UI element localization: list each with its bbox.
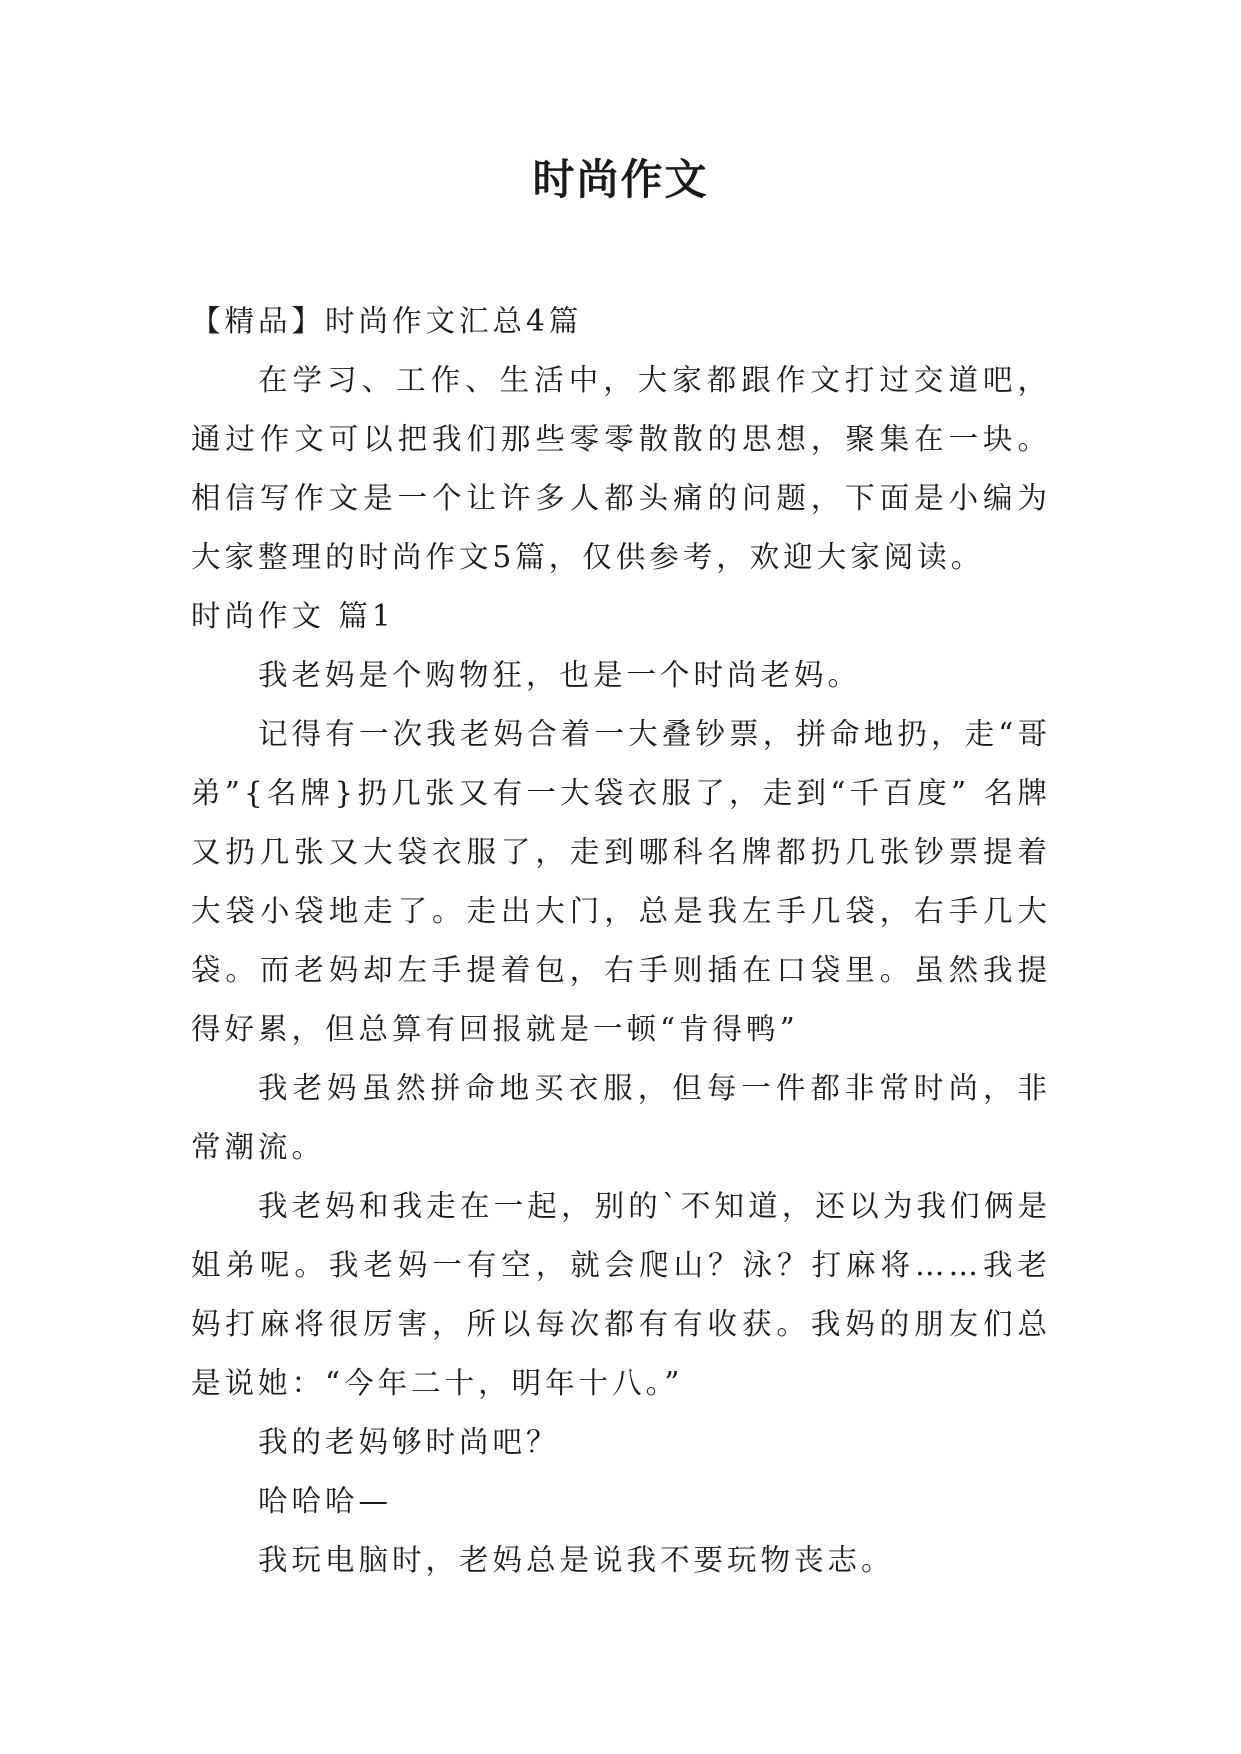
body-paragraph: 记得有一次我老妈合着一大叠钞票，拼命地扔，走“哥弟”{名牌}扔几张又有一大袋衣服了，走到“千百度” 名牌又扔几张又大袋衣服了，走到哪科名牌都扔几张钞票提着大袋小袋地走了。走出大门，总是我左手几袋，右手几大袋。而老妈却左手提着包，右手则插在口袋里。虽然我提得好累，但总算有回报就是一顿“肯得鸭”	[191, 717, 1051, 1046]
document-subtitle: 【精品】时尚作文汇总4篇	[191, 304, 583, 338]
section-heading: 时尚作文 篇1	[191, 599, 395, 633]
body-paragraph: 我老妈和我走在一起，别的`不知道，还以为我们俩是姐弟呢。我老妈一有空，就会爬山？泳？打麻将……我老妈打麻将很厉害，所以每次都有有收获。我妈的朋友们总是说她：“今年二十，明年十八。”	[191, 1189, 1051, 1400]
body-paragraph: 哈哈哈—	[258, 1484, 393, 1518]
document-body	[191, 292, 1051, 1590]
body-paragraph: 我的老妈够时尚吧？	[258, 1425, 560, 1459]
body-paragraph: 我老妈虽然拼命地买衣服，但每一件都非常时尚，非常潮流。	[191, 1071, 1051, 1164]
intro-paragraph: 在学习、工作、生活中，大家都跟作文打过交道吧，通过作文可以把我们那些零零散散的思想，聚集在一块。相信写作文是一个让许多人都头痛的问题，下面是小编为大家整理的时尚作文5篇，仅供参考，欢迎大家阅读。	[191, 363, 1051, 574]
document-title: 时尚作文	[532, 155, 709, 204]
body-paragraph: 我玩电脑时，老妈总是说我不要玩物丧志。	[258, 1543, 895, 1577]
body-paragraph: 我老妈是个购物狂，也是一个时尚老妈。	[258, 658, 862, 692]
